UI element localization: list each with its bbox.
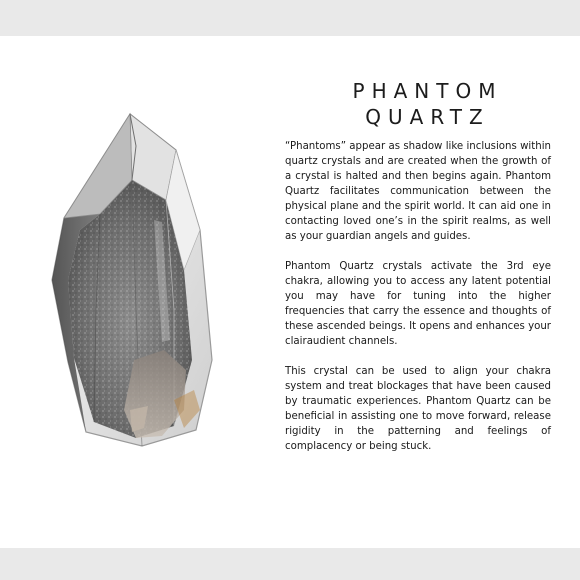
page-title bbox=[290, 78, 558, 130]
paragraph-2: Phantom Quartz crystals activate the 3rd eye chakra, allowing you to access any latent potential you may have for tuning into the higher frequencies that carry the essence and thoughts of these ascended beings. It opens and enhances your clairaudient channels. bbox=[285, 261, 551, 347]
paragraph-1: “Phantoms” appear as shadow like inclusions within quartz crystals and are created when the growth of a crystal is halted and then begins again. Phantom Quartz facilitates communication between the physical plane and the spirit world. It can aid one in contacting loved one’s in the spirit realms, as well as your guardian angels and guides. bbox=[285, 141, 551, 242]
phantom-quartz-crystal-image bbox=[24, 110, 266, 448]
paragraph-3: This crystal can be used to align your chakra system and treat blockages that have been caused by traumatic experiences. Phantom Quartz can be beneficial in assisting one to move forward, release rigidity in the patterning and feelings of complacency or being stuck. bbox=[285, 366, 551, 452]
title-line-2: QUARTZ bbox=[365, 105, 490, 129]
title-line-1: PHANTOM bbox=[352, 79, 503, 103]
description-body bbox=[285, 139, 551, 469]
